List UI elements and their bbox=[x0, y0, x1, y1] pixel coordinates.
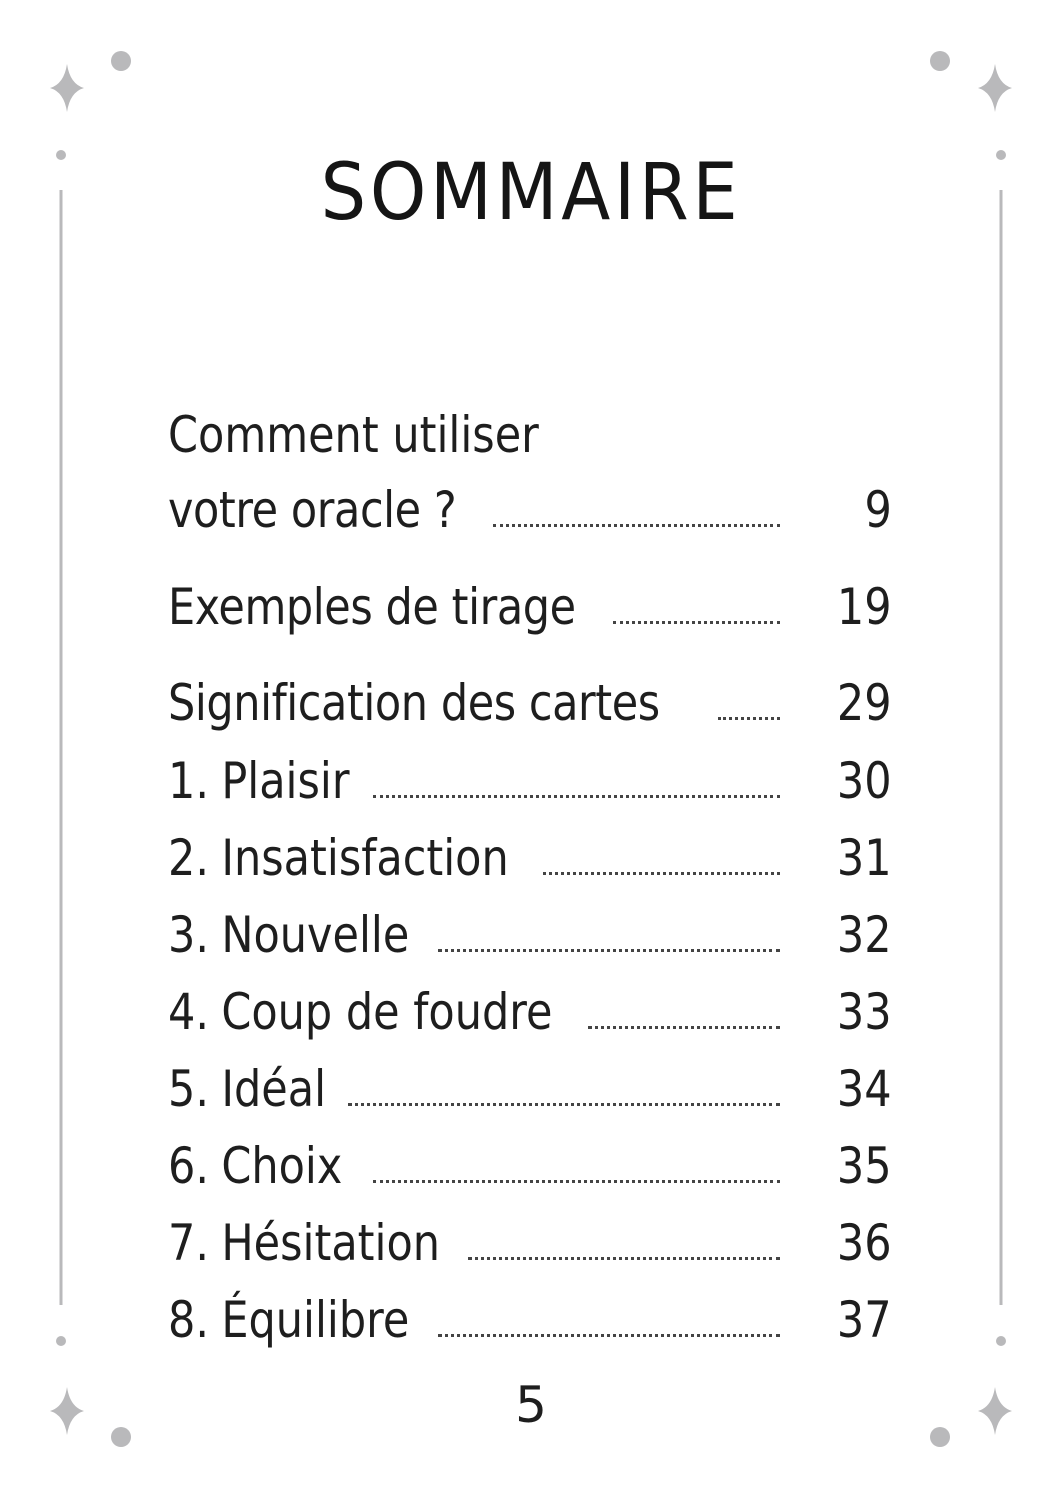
toc-entry-page: 35 bbox=[837, 1137, 892, 1195]
toc-entry-examples bbox=[168, 572, 892, 642]
sparkle-icon bbox=[50, 64, 84, 112]
toc-entry-page: 37 bbox=[837, 1291, 892, 1349]
toc-entry-page: 32 bbox=[837, 906, 892, 964]
toc-entry-page: 19 bbox=[837, 578, 892, 636]
toc-card-entry bbox=[168, 1208, 892, 1278]
card-number: 6. bbox=[168, 1137, 210, 1195]
toc-card-entry bbox=[168, 746, 892, 816]
dot-leader bbox=[718, 713, 780, 720]
dot-icon bbox=[930, 51, 950, 71]
card-label: Choix bbox=[221, 1137, 343, 1195]
card-label: Nouvelle bbox=[221, 906, 410, 964]
toc-entry-meanings bbox=[168, 668, 892, 738]
dot-leader bbox=[438, 945, 780, 952]
dot-leader bbox=[348, 1099, 780, 1106]
card-label: Plaisir bbox=[221, 752, 350, 810]
toc-entry-page: 29 bbox=[837, 674, 892, 732]
dot-leader bbox=[468, 1253, 780, 1260]
toc-entry-how-to-use bbox=[168, 400, 892, 540]
page-title: SOMMAIRE bbox=[320, 148, 742, 238]
sparkle-icon bbox=[978, 64, 1012, 112]
table-of-contents bbox=[168, 0, 892, 1500]
dot-leader bbox=[613, 617, 780, 624]
card-number: 4. bbox=[168, 983, 210, 1041]
toc-entry-page: 30 bbox=[837, 752, 892, 810]
dot-leader bbox=[373, 791, 780, 798]
toc-entry-page: 33 bbox=[837, 983, 892, 1041]
toc-entry-page: 31 bbox=[837, 829, 892, 887]
toc-entry-page: 36 bbox=[837, 1214, 892, 1272]
toc-card-entry bbox=[168, 823, 892, 893]
toc-card-entry bbox=[168, 977, 892, 1047]
toc-entry-label: Signification des cartes bbox=[168, 674, 660, 732]
toc-entry-label-line1: Comment utiliser bbox=[168, 406, 539, 464]
toc-card-entry bbox=[168, 1285, 892, 1355]
card-number: 8. bbox=[168, 1291, 210, 1349]
dot-icon bbox=[56, 1336, 66, 1346]
card-number: 2. bbox=[168, 829, 210, 887]
card-label: Équilibre bbox=[221, 1291, 410, 1349]
card-label: Idéal bbox=[221, 1060, 327, 1118]
card-label: Insatisfaction bbox=[221, 829, 509, 887]
toc-entry-page: 34 bbox=[837, 1060, 892, 1118]
card-label: Hésitation bbox=[221, 1214, 441, 1272]
dot-leader bbox=[543, 868, 780, 875]
dot-leader bbox=[588, 1022, 780, 1029]
dot-leader bbox=[493, 520, 780, 527]
card-number: 3. bbox=[168, 906, 210, 964]
toc-entry-label: Exemples de tirage bbox=[168, 578, 576, 636]
toc-entry-page: 9 bbox=[864, 481, 892, 539]
dot-icon bbox=[111, 51, 131, 71]
card-number: 1. bbox=[168, 752, 210, 810]
dot-leader bbox=[373, 1176, 780, 1183]
toc-card-entry bbox=[168, 900, 892, 970]
card-number: 7. bbox=[168, 1214, 210, 1272]
card-label: Coup de foudre bbox=[221, 983, 553, 1041]
dot-icon bbox=[996, 1336, 1006, 1346]
toc-entry-label: votre oracle ? bbox=[168, 481, 457, 539]
page-number: 5 bbox=[515, 1376, 547, 1434]
dot-leader bbox=[438, 1330, 780, 1337]
toc-card-entry bbox=[168, 1054, 892, 1124]
toc-card-entry bbox=[168, 1131, 892, 1201]
card-number: 5. bbox=[168, 1060, 210, 1118]
